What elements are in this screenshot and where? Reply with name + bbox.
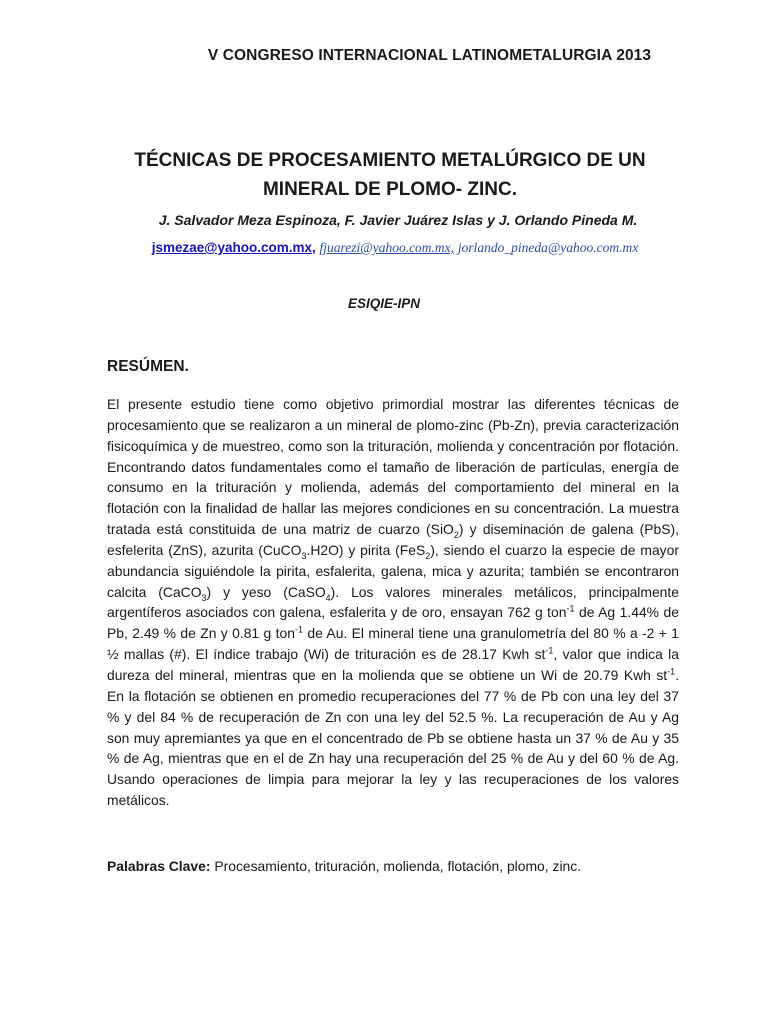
superscript: -1 bbox=[545, 645, 554, 656]
subscript: 3 bbox=[201, 592, 207, 603]
keywords-line bbox=[107, 858, 679, 874]
subscript: 4 bbox=[325, 592, 331, 603]
subscript: 2 bbox=[425, 550, 431, 561]
email-link-1[interactable]: jsmezae@yahoo.com.mx bbox=[151, 240, 312, 255]
subscript: 3 bbox=[301, 550, 307, 561]
abstract-text: . En la flotación se obtienen en promedio recuperaciones del 77 % de Pb con una ley del 37 % y del 84 % de recuperación de Zn con una ley del 52.5 %. La recuperación de Au y Ag son muy apremiantes ya que en el concentrado de Pb se obtiene hasta un 37 % de Au y 35 % de Ag, mientras que en el de Zn hay una recuperación del 25 % de Au y del 60 % de Ag. Usando operaciones de limpia para mejorar la ley y las recuperaciones de los valores metálicos. bbox=[107, 666, 679, 809]
superscript: -1 bbox=[294, 624, 303, 635]
abstract-text: ) y yeso (CaSO bbox=[206, 583, 326, 600]
abstract-text: de Ag 1.44% de Pb, 2.49 % de Zn y 0.81 g ton bbox=[107, 604, 679, 642]
subscript: 2 bbox=[453, 529, 459, 540]
email-link-3[interactable]: jorlando_pineda@yahoo.com.mx bbox=[457, 240, 639, 255]
title-line-1: TÉCNICAS DE PROCESAMIENTO METALÚRGICO DE UN bbox=[134, 150, 646, 171]
keywords-text: Procesamiento, trituración, molienda, flotación, plomo, zinc. bbox=[210, 858, 582, 874]
abstract-text: ) y diseminación de galena (PbS), esfelerita (ZnS), azurita (CuCO bbox=[107, 521, 680, 558]
abstract-heading: RESÚMEN. bbox=[107, 358, 189, 375]
authors-line: J. Salvador Meza Espinoza, F. Javier Juárez Islas y J. Orlando Pineda M. bbox=[158, 212, 638, 228]
abstract-text: El presente estudio tiene como objetivo primordial mostrar las diferentes técnicas de procesamiento que se realizaron a un mineral de plomo-zinc (Pb-Zn), previa caracterización fisicoquímica y de muestreo, como son la trituración, molienda y concentración por flotación. Encontrando datos fundamentales como el tamaño de liberación de partículas, energía de consumo en la trituración y molienda, además del comportamiento del mineral en la flotación con la finalidad de hallar las mejores condiciones en su concentración. La muestra tratada está constituida de una matriz de cuarzo (SiO bbox=[107, 396, 679, 538]
abstract-text: ), siendo el cuarzo la especie de mayor abundancia siguiéndole la pirita, esfalerita, galena, mica y azurita; también se encontraron calcita (CaCO bbox=[107, 541, 679, 600]
affiliation: ESIQIE-IPN bbox=[347, 296, 420, 311]
email-separator: , bbox=[312, 240, 316, 255]
title-line-2: MINERAL DE PLOMO- ZINC. bbox=[262, 179, 518, 200]
congress-name: V CONGRESO INTERNACIONAL LATINOMETALURGIA 2013 bbox=[207, 47, 652, 64]
abstract-text: de Au. El mineral tiene una granulometría del 80 % a -2 + 1 ½ mallas (#). El índice trabajo (Wi) de trituración es de 28.17 Kwh st bbox=[107, 625, 679, 663]
abstract-paragraph bbox=[107, 394, 679, 811]
abstract-text: ). Los valores minerales metálicos, principalmente argentíferos asociados con galena, esfalerita y de oro, ensayan 762 g ton bbox=[107, 583, 679, 621]
superscript: -1 bbox=[667, 666, 676, 677]
email-link-2[interactable]: fjuarezi@yahoo.com.mx, bbox=[319, 240, 455, 255]
paper-title bbox=[100, 146, 680, 204]
abstract-text: .H2O) y pirita (FeS bbox=[306, 541, 426, 558]
abstract-body bbox=[107, 394, 679, 811]
author-emails bbox=[100, 238, 690, 258]
congress-header bbox=[0, 47, 768, 65]
abstract-text: , valor que indica la dureza del mineral, mientras que en la molienda que se obtiene un Wi de 20.79 Kwh st bbox=[107, 646, 679, 683]
keywords-label: Palabras Clave: bbox=[107, 858, 211, 874]
superscript: -1 bbox=[566, 603, 575, 614]
